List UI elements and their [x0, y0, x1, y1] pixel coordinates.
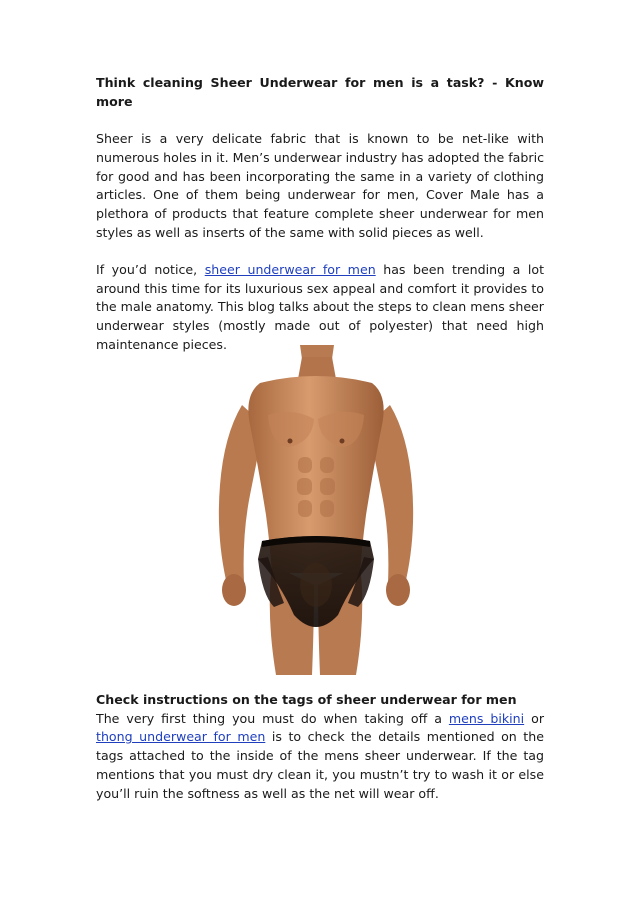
- section-tags: [96, 691, 544, 803]
- trend-text-start: If you’d notice,: [96, 262, 205, 277]
- tags-text-start: The very first thing you must do when taking off a: [96, 710, 449, 726]
- tags-paragraph: [96, 710, 544, 804]
- spacer: [96, 111, 544, 130]
- model-illustration: [202, 345, 429, 675]
- article-title: Think cleaning Sheer Underwear for men is a task? - Know more: [96, 75, 544, 109]
- article-body: [96, 74, 544, 355]
- section-heading: Check instructions on the tags of sheer underwear for men: [96, 692, 517, 707]
- tags-text-mid: or: [524, 710, 544, 726]
- trend-paragraph: [96, 261, 544, 355]
- intro-paragraph: Sheer is a very delicate fabric that is known to be net-like with numerous holes in it. Men’s underwear industry has adopted the fabric for good and has been incorporating the same in a variety of clothing articles. One of them being underwear for men, Cover Male has a plethora of products that feature complete sheer underwear for men styles as well as inserts of the same with solid pieces as well.: [96, 131, 544, 240]
- trend-text-end: has been trending a lot around this time for its luxurious sex appeal and comfort it provides to the male anatomy. This blog talks about the steps to clean mens sheer underwear styles (mostly made out of polyester) that need high maintenance pieces.: [96, 262, 545, 352]
- spacer: [96, 242, 544, 261]
- thong-underwear-link[interactable]: thong underwear for men: [96, 729, 266, 745]
- tags-text-end: is to check the details mentioned on the tags attached to the inside of the mens sheer underwear. If the tag mentions that you must dry clean it, you mustn’t try to wash it or else you’ll ruin the softness as well as the net will wear off.: [96, 729, 544, 801]
- sheer-underwear-link[interactable]: sheer underwear for men: [204, 262, 376, 277]
- product-photo: [202, 345, 429, 675]
- mens-bikini-link[interactable]: mens bikini: [448, 710, 525, 726]
